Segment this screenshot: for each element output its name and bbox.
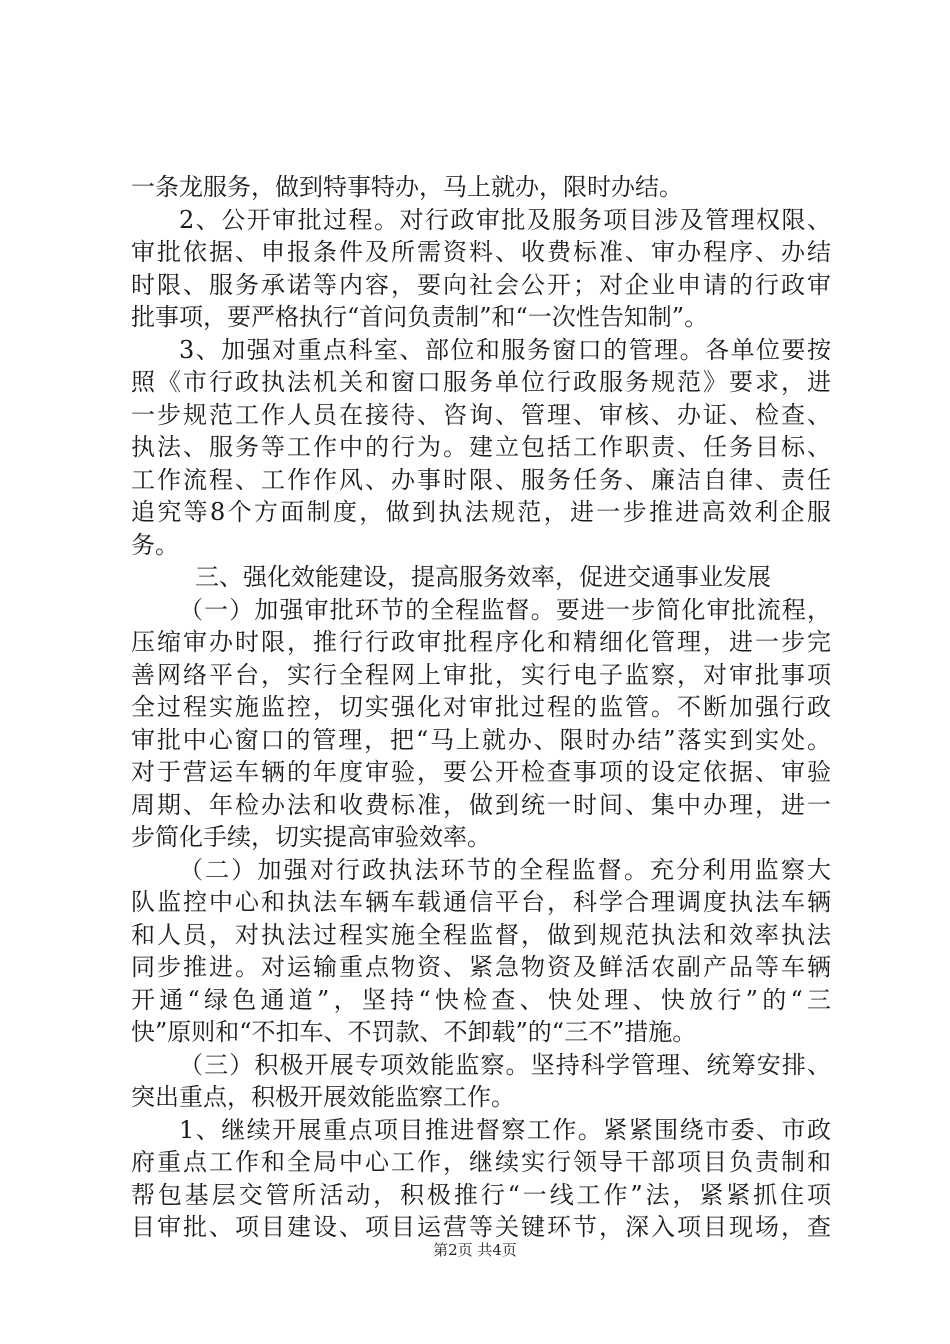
text-line: 执法、服务等工作中的行为。建立包括工作职责、任务目标、 bbox=[131, 433, 831, 461]
text-line: （一）加强审批环节的全程监督。要进一步简化审批流程， bbox=[179, 595, 831, 624]
text-line: 同步推进。对运输重点物资、紧急物资及鲜活农副产品等车辆 bbox=[131, 953, 831, 981]
text-line: 3、加强对重点科室、部位和服务窗口的管理。各单位要按 bbox=[179, 335, 831, 364]
text-line: 批事项，要严格执行“首问负责制”和“一次性告知制”。 bbox=[131, 303, 709, 331]
text-line: 1、继续开展重点项目推进督察工作。紧紧围绕市委、市政 bbox=[179, 1115, 831, 1144]
text-line: 一步规范工作人员在接待、咨询、管理、审核、办证、检查、 bbox=[131, 400, 831, 429]
text-line: 帮包基层交管所活动，积极推行“一线工作”法，紧紧抓住项 bbox=[131, 1180, 831, 1209]
text-line: 队监控中心和执法车辆车载通信平台，科学合理调度执法车辆 bbox=[131, 888, 831, 916]
text-line: 时限、服务承诺等内容，要向社会公开；对企业申请的行政审 bbox=[131, 270, 831, 299]
text-line: （三）积极开展专项效能监察。坚持科学管理、统筹安排、 bbox=[179, 1050, 831, 1079]
text-line: 三、强化效能建设，提高服务效率，促进交通事业发展 bbox=[195, 563, 771, 591]
text-line: 压缩审办时限，推行行政审批程序化和精细化管理，进一步完 bbox=[131, 628, 831, 656]
text-line: 开通“绿色通道”，坚持“快检查、快处理、快放行”的“三 bbox=[131, 985, 831, 1014]
text-line: 善网络平台，实行全程网上审批，实行电子监察，对审批事项 bbox=[131, 660, 831, 689]
text-line: 务。 bbox=[131, 530, 179, 559]
text-line: 突出重点，积极开展效能监察工作。 bbox=[131, 1083, 515, 1111]
text-line: 快”原则和“不扣车、不罚款、不卸载”的“三不”措施。 bbox=[131, 1018, 697, 1046]
text-line: 2、公开审批过程。对行政审批及服务项目涉及管理权限、 bbox=[179, 205, 831, 234]
text-line: 全过程实施监控，切实强化对审批过程的监管。不断加强行政 bbox=[131, 693, 831, 721]
text-line: 审批中心窗口的管理，把“马上就办、限时办结”落实到实处。 bbox=[131, 725, 831, 754]
text-line: 照《市行政执法机关和窗口服务单位行政服务规范》要求，进 bbox=[131, 368, 831, 396]
text-line: 和人员，对执法过程实施全程监督，做到规范执法和效率执法 bbox=[131, 920, 831, 949]
text-line: 工作流程、工作作风、办事时限、服务任务、廉洁自律、责任 bbox=[131, 465, 831, 494]
document-body bbox=[131, 171, 831, 1244]
text-line: 步简化手续，切实提高审验效率。 bbox=[131, 823, 491, 851]
text-line: 府重点工作和全局中心工作，继续实行领导干部项目负责制和 bbox=[131, 1148, 831, 1176]
text-line: （二）加强对行政执法环节的全程监督。充分利用监察大 bbox=[179, 855, 831, 884]
page-footer: 第2页 共4页 bbox=[433, 1241, 517, 1259]
text-line: 追究等8个方面制度，做到执法规范，进一步推进高效利企服 bbox=[131, 498, 831, 526]
text-line: 审批依据、申报条件及所需资料、收费标准、审办程序、办结 bbox=[131, 238, 831, 266]
text-line: 周期、年检办法和收费标准，做到统一时间、集中办理，进一 bbox=[131, 790, 831, 819]
text-line: 对于营运车辆的年度审验，要公开检查事项的设定依据、审验 bbox=[131, 758, 831, 786]
text-line: 一条龙服务，做到特事特办，马上就办，限时办结。 bbox=[131, 173, 683, 201]
text-line: 目审批、项目建设、项目运营等关键环节，深入项目现场，查 bbox=[131, 1213, 831, 1241]
